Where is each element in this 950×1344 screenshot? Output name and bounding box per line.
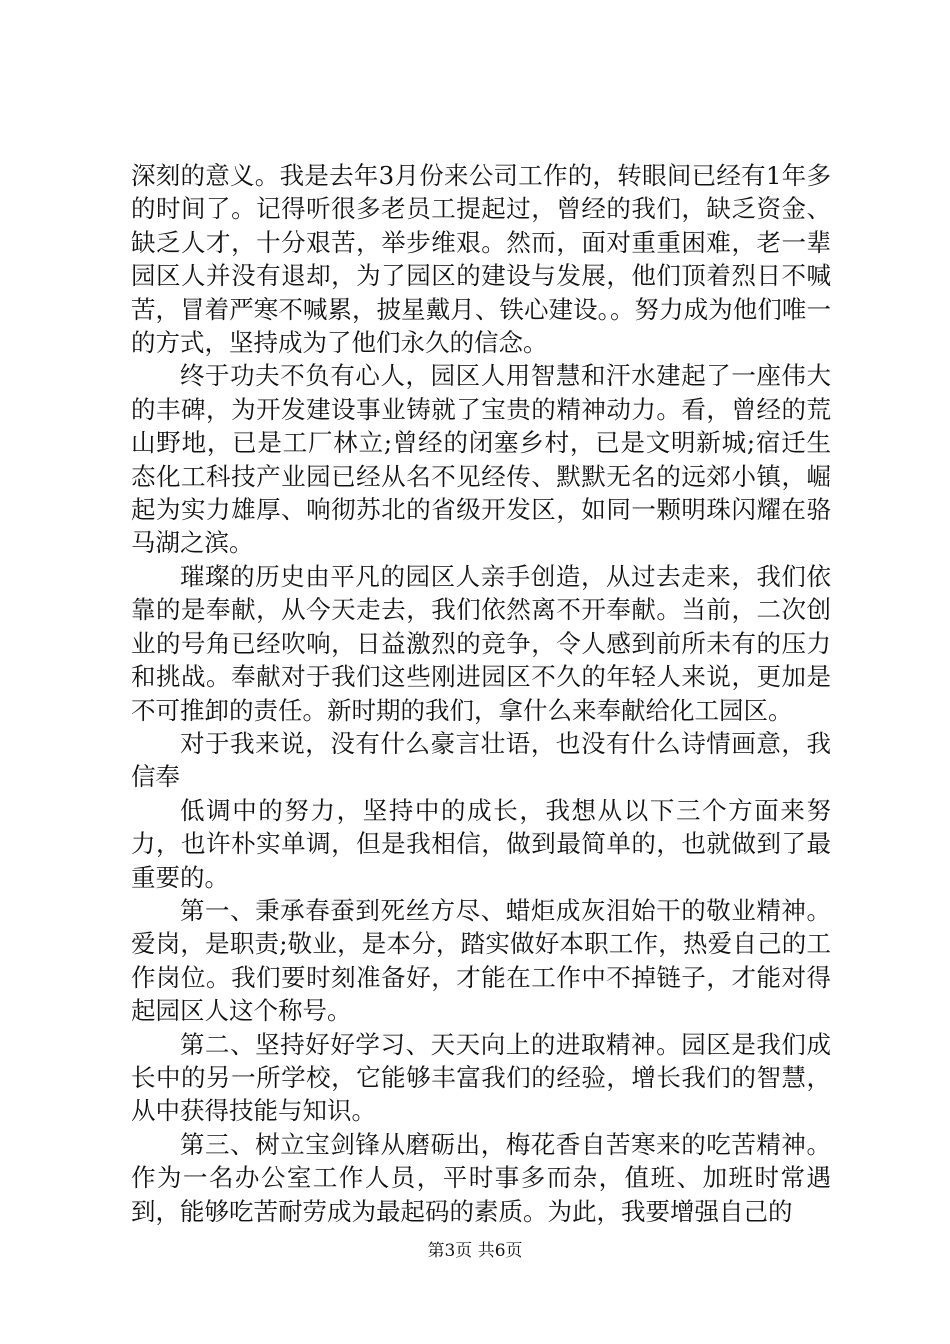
paragraph-3: 璀璨的历史由平凡的园区人亲手创造，从过去走来，我们依靠的是奉献，从今天走去，我们依然离不开奉献。当前，二次创业的号角已经吹响，日益激烈的竞争，令人感到前所未有的压力和挑战。奉献对于我们这些刚进园区不久的年轻人来说，更加是不可推卸的责任。新时期的我们，拿什么来奉献给化工园区。	[131, 561, 831, 725]
paragraph-7: 第二、坚持好好学习、天天向上的进取精神。园区是我们成长中的另一所学校，它能够丰富我们的经验，增长我们的智慧，从中获得技能与知识。	[131, 1029, 831, 1126]
paragraph-1: 深刻的意义。我是去年3月份来公司工作的，转眼间已经有1年多的时间了。记得听很多老员工提起过，曾经的我们，缺乏资金、缺乏人才，十分艰苦，举步维艰。然而，面对重重困难，老一辈园区人并没有退却，为了园区的建设与发展，他们顶着烈日不喊苦，冒着严寒不喊累，披星戴月、铁心建设。。努力成为他们唯一的方式，坚持成为了他们永久的信念。	[131, 161, 831, 358]
paragraph-4: 对于我来说，没有什么豪言壮语，也没有什么诗情画意，我信奉	[131, 728, 831, 792]
paragraph-8: 第三、树立宝剑锋从磨砺出，梅花香自苦寒来的吃苦精神。作为一名办公室工作人员，平时事多而杂，值班、加班时常遇到，能够吃苦耐劳成为最起码的素质。为此，我要增强自己的	[131, 1129, 831, 1226]
document-body	[131, 159, 831, 1228]
paragraph-2: 终于功夫不负有心人，园区人用智慧和汗水建起了一座伟大的丰碑，为开发建设事业铸就了宝贵的精神动力。看，曾经的荒山野地，已是工厂林立;曾经的闭塞乡村，已是文明新城;宿迁生态化工科技产业园已经从名不见经传、默默无名的远郊小镇，崛起为实力雄厚、响彻苏北的省级开发区，如同一颗明珠闪耀在骆马湖之滨。	[131, 361, 831, 558]
paragraph-6: 第一、秉承春蚕到死丝方尽、蜡炬成灰泪始干的敬业精神。爱岗，是职责;敬业，是本分，踏实做好本职工作，热爱自己的工作岗位。我们要时刻准备好，才能在工作中不掉链子，才能对得起园区人这个称号。	[131, 895, 831, 1026]
page-footer: 第3页 共6页	[427, 1241, 523, 1261]
paragraph-5: 低调中的努力，坚持中的成长，我想从以下三个方面来努力，也许朴实单调，但是我相信，做到最简单的，也就做到了最重要的。	[131, 795, 831, 892]
